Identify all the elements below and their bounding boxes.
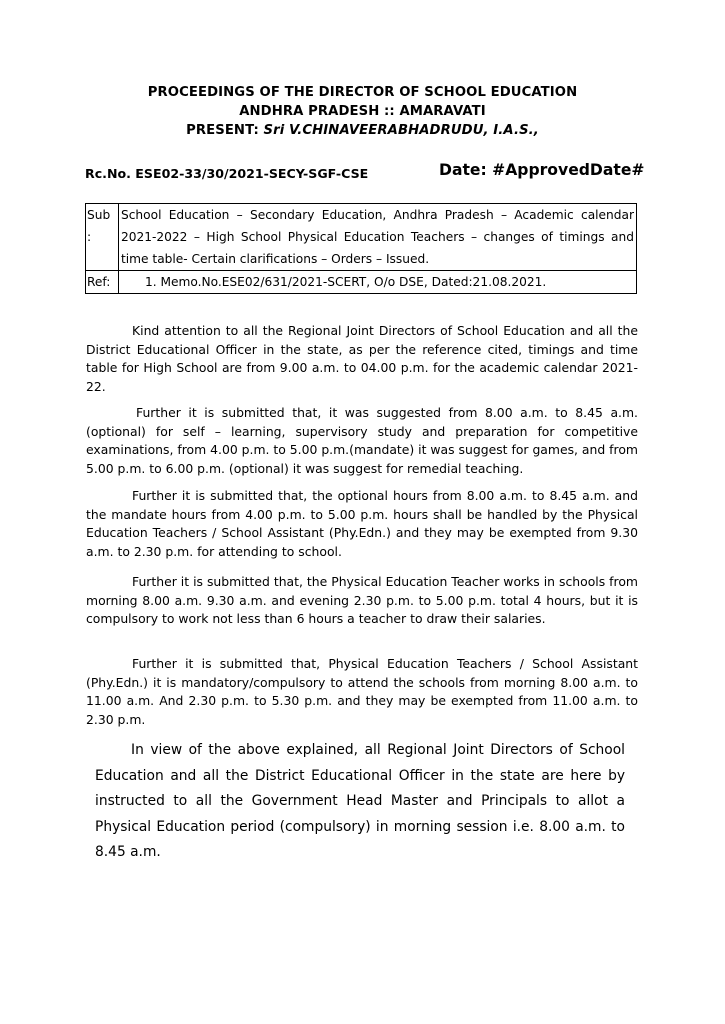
reference-text: 1. Memo.No.ESE02/631/2021-SCERT, O/o DSE, Dated:21.08.2021. (119, 271, 637, 294)
subject-row (86, 204, 637, 271)
present-line (0, 123, 725, 138)
reference-row (86, 271, 637, 294)
paragraph-4: Further it is submitted that, the Physical Education Teacher works in schools from morning 8.00 a.m. 9.30 a.m. and evening 2.30 p.m. to 5.00 p.m. total 4 hours, but it is compulsory to work not less than 6 hours a teacher to draw their salaries. (86, 574, 638, 626)
paragraph-6: In view of the above explained, all Regional Joint Directors of School Education and all the District Educational Officer in the state are here by instructed to all the Government Head Master and Principals to allot a Physical Education period (compulsory) in morning session i.e. 8.00 a.m. to 8.45 a.m. (95, 742, 625, 861)
paragraph-2: Further it is submitted that, it was suggested from 8.00 a.m. to 8.45 a.m. (optional) for self – learning, supervisory study and preparation for competitive examinations, from 4.00 p.m. to 5.00 p.m.(mandate) it was suggest for games, and from 5.00 p.m. to 6.00 p.m. (optional) it was suggest for remedial teaching. (86, 405, 639, 476)
present-label: PRESENT: (186, 123, 264, 138)
subject-reference-table (85, 203, 637, 294)
present-name: Sri V.CHINAVEERABHADRUDU, I.A.S., (263, 123, 539, 138)
reference-label: Ref: (86, 271, 119, 294)
paragraph-5: Further it is submitted that, Physical Education Teachers / School Assistant (Phy.Edn.) it is mandatory/compulsory to attend the schools from morning 8.00 a.m. to 11.00 a.m. And 2.30 p.m. to 5.30 p.m. and they may be exempted from 11.00 a.m. to 2.30 p.m. (86, 656, 638, 727)
subject-text: School Education – Secondary Education, Andhra Pradesh – Academic calendar 2021-2022 – High School Physical Education Teachers – changes of timings and time table- Certain clarifications – Orders – Issued. (119, 204, 637, 271)
heading-line-2: ANDHRA PRADESH :: AMARAVATI (239, 104, 486, 119)
paragraph-3: Further it is submitted that, the optional hours from 8.00 a.m. to 8.45 a.m. and the mandate hours from 4.00 p.m. to 5.00 p.m. hours shall be handled by the Physical Education Teachers / School Assistant (Phy.Edn.) and they may be exempted from 9.30 a.m. to 2.30 p.m. for attending to school. (86, 488, 638, 559)
reference-line (85, 161, 645, 181)
subject-label: Sub : (86, 204, 119, 271)
heading-line-1: PROCEEDINGS OF THE DIRECTOR OF SCHOOL EDUCATION (147, 85, 578, 100)
rc-number: Rc.No. ESE02-33/30/2021-SECY-SGF-CSE (85, 166, 369, 181)
paragraph-1: Kind attention to all the Regional Joint Directors of School Education and all the District Educational Officer in the state, as per the reference cited, timings and time table for High School are from 9.00 a.m. to 04.00 p.m. for the academic calendar 2021-22. (86, 323, 638, 394)
approved-date: Date: #ApprovedDate# (439, 161, 645, 179)
